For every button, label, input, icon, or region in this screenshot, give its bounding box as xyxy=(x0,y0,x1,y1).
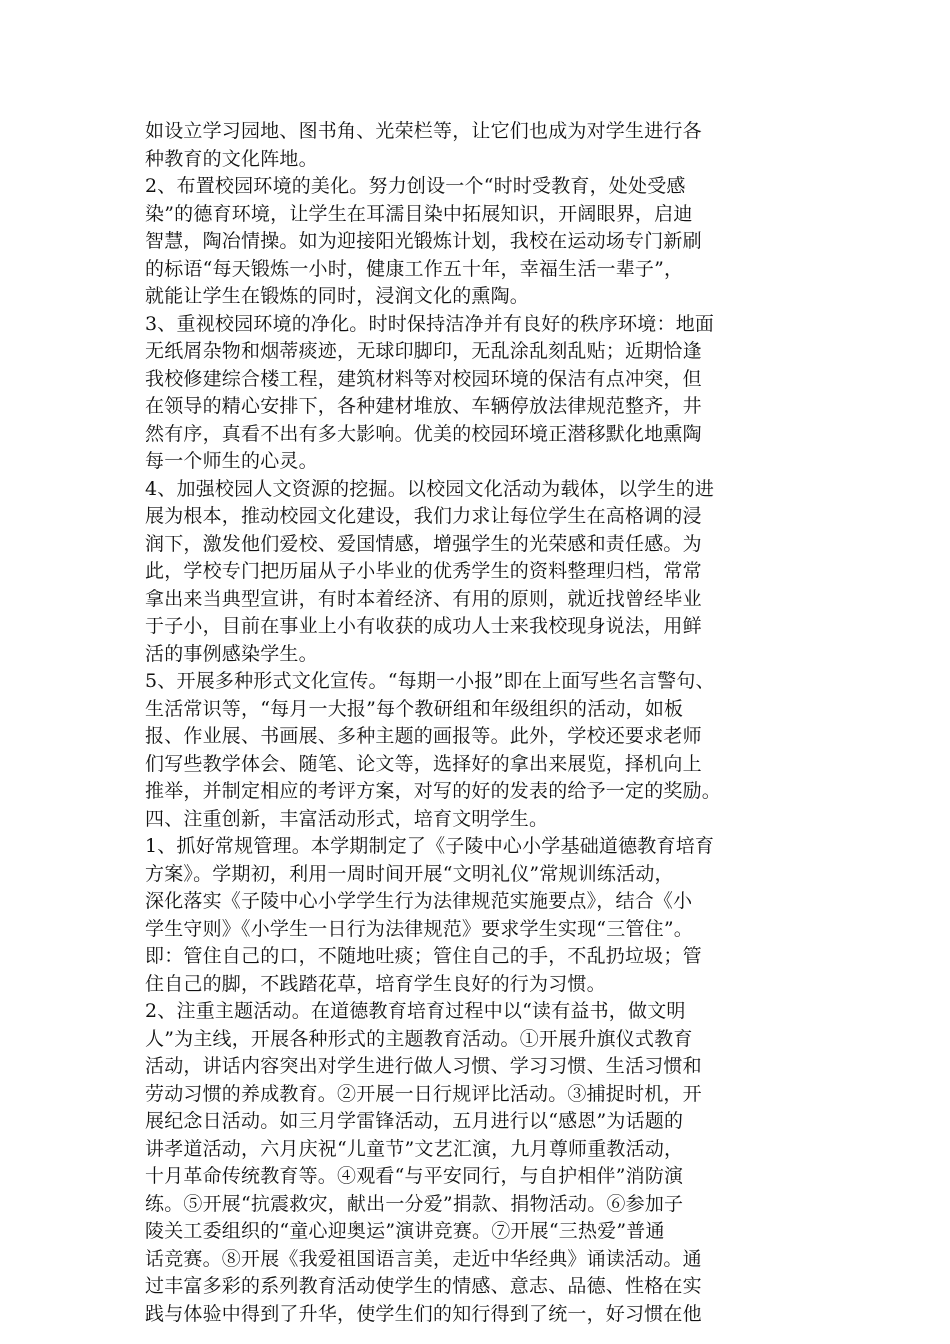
text-line: 种教育的文化阵地。 xyxy=(145,147,318,170)
text-line: 方案》。学期初，利用一周时间开展“文明礼仪”常规训练活动， xyxy=(145,862,674,885)
text-line: 每一个师生的心灵。 xyxy=(145,450,318,472)
text-line: 5、开展多种形式文化宣传。“每期一小报”即在上面写些名言警句、 xyxy=(145,670,715,692)
text-line: 四、注重创新，丰富活动形式，培育文明学生。 xyxy=(145,807,549,830)
text-line: 过丰富多彩的系列教育活动使学生的情感、意志、品德、性格在实 xyxy=(145,1275,702,1297)
text-line: 展纪念日活动。如三月学雷锋活动，五月进行以“感恩”为话题的 xyxy=(145,1110,684,1132)
text-line: 4、加强校园人文资源的挖掘。以校园文化活动为载体，以学生的进 xyxy=(145,477,715,500)
text-line: 们写些教学体会、随笔、论文等，选择好的拿出来展览，择机向上 xyxy=(145,752,702,775)
text-line: 住自己的脚，不践踏花草，培育学生良好的行为习惯。 xyxy=(145,972,606,995)
text-line: 就能让学生在锻炼的同时，浸润文化的熏陶。 xyxy=(145,285,530,307)
document-body xyxy=(145,118,825,1328)
text-line: 2、布置校园环境的美化。努力创设一个“时时受教育，处处受感 xyxy=(145,175,686,197)
text-line: 陵关工委组织的“童心迎奥运”演讲竞赛。⑦开展“三热爱”普通 xyxy=(145,1220,665,1242)
text-line: 报、作业展、书画展、多种主题的画报等。此外，学校还要求老师 xyxy=(145,725,702,747)
text-line: 人”为主线，开展各种形式的主题教育活动。①开展升旗仪式教育 xyxy=(145,1027,693,1050)
text-line: 此，学校专门把历届从子小毕业的优秀学生的资料整理归档，常常 xyxy=(145,560,702,582)
text-line: 践与体验中得到了升华，使学生们的知行得到了统一，好习惯在他 xyxy=(145,1302,702,1325)
text-line: 即：管住自己的口，不随地吐痰；管住自己的手，不乱扔垃圾；管 xyxy=(145,945,702,967)
text-line: 拿出来当典型宣讲，有时本着经济、有用的原则，就近找曾经毕业 xyxy=(145,587,702,610)
text-line: 于子小，目前在事业上小有收获的成功人士来我校现身说法，用鲜 xyxy=(145,615,702,637)
text-line: 展为根本，推动校园文化建设，我们力求让每位学生在高格调的浸 xyxy=(145,505,702,527)
text-line: 练。⑤开展“抗震救灾，献出一分爱”捐款、捐物活动。⑥参加子 xyxy=(145,1192,684,1215)
text-line: 然有序，真看不出有多大影响。优美的校园环境正潜移默化地熏陶 xyxy=(145,422,702,445)
text-line: 深化落实《子陵中心小学学生行为法律规范实施要点》，结合《小 xyxy=(145,890,693,912)
text-line: 如设立学习园地、图书角、光荣栏等，让它们也成为对学生进行各 xyxy=(145,120,702,142)
text-line: 讲孝道活动，六月庆祝“儿童节”文艺汇演，九月尊师重教活动， xyxy=(145,1137,684,1160)
text-line: 润下，激发他们爱校、爱国情感，增强学生的光荣感和责任感。为 xyxy=(145,532,702,555)
text-line: 在领导的精心安排下，各种建材堆放、车辆停放法律规范整齐，井 xyxy=(145,395,702,417)
text-line: 话竞赛。⑧开展《我爱祖国语言美，走近中华经典》诵读活动。通 xyxy=(145,1247,702,1270)
text-line: 活动，讲话内容突出对学生进行做人习惯、学习习惯、生活习惯和 xyxy=(145,1055,702,1077)
text-line: 推举，并制定相应的考评方案，对写的好的发表的给予一定的奖励。 xyxy=(145,780,722,802)
text-line: 活的事例感染学生。 xyxy=(145,642,318,665)
text-line: 1、抓好常规管理。本学期制定了《子陵中心小学基础道德教育培育 xyxy=(145,835,715,857)
text-line: 十月革命传统教育等。④观看“与平安同行，与自护相伴”消防演 xyxy=(145,1165,684,1187)
text-line: 智慧，陶冶情操。如为迎接阳光锻炼计划，我校在运动场专门新刷 xyxy=(145,230,702,252)
text-line: 我校修建综合楼工程，建筑材料等对校园环境的保洁有点冲突，但 xyxy=(145,367,702,390)
text-line: 劳动习惯的养成教育。②开展一日行规评比活动。③捕捉时机，开 xyxy=(145,1082,702,1105)
text-line: 的标语“每天锻炼一小时，健康工作五十年，幸福生活一辈子”， xyxy=(145,257,684,280)
text-line: 学生守则》《小学生一日行为法律规范》要求学生实现“三管住”。 xyxy=(145,917,693,940)
text-line: 染”的德育环境，让学生在耳濡目染中拓展知识，开阔眼界，启迪 xyxy=(145,202,693,225)
text-line: 无纸屑杂物和烟蒂痰迹，无球印脚印，无乱涂乱刻乱贴；近期恰逢 xyxy=(145,340,702,362)
text-line: 3、重视校园环境的净化。时时保持洁净并有良好的秩序环境：地面 xyxy=(145,312,715,335)
text-line: 生活常识等，“每月一大报”每个教研组和年级组织的活动，如板 xyxy=(145,697,684,720)
text-line: 2、注重主题活动。在道德教育培育过程中以“读有益书，做文明 xyxy=(145,1000,686,1022)
